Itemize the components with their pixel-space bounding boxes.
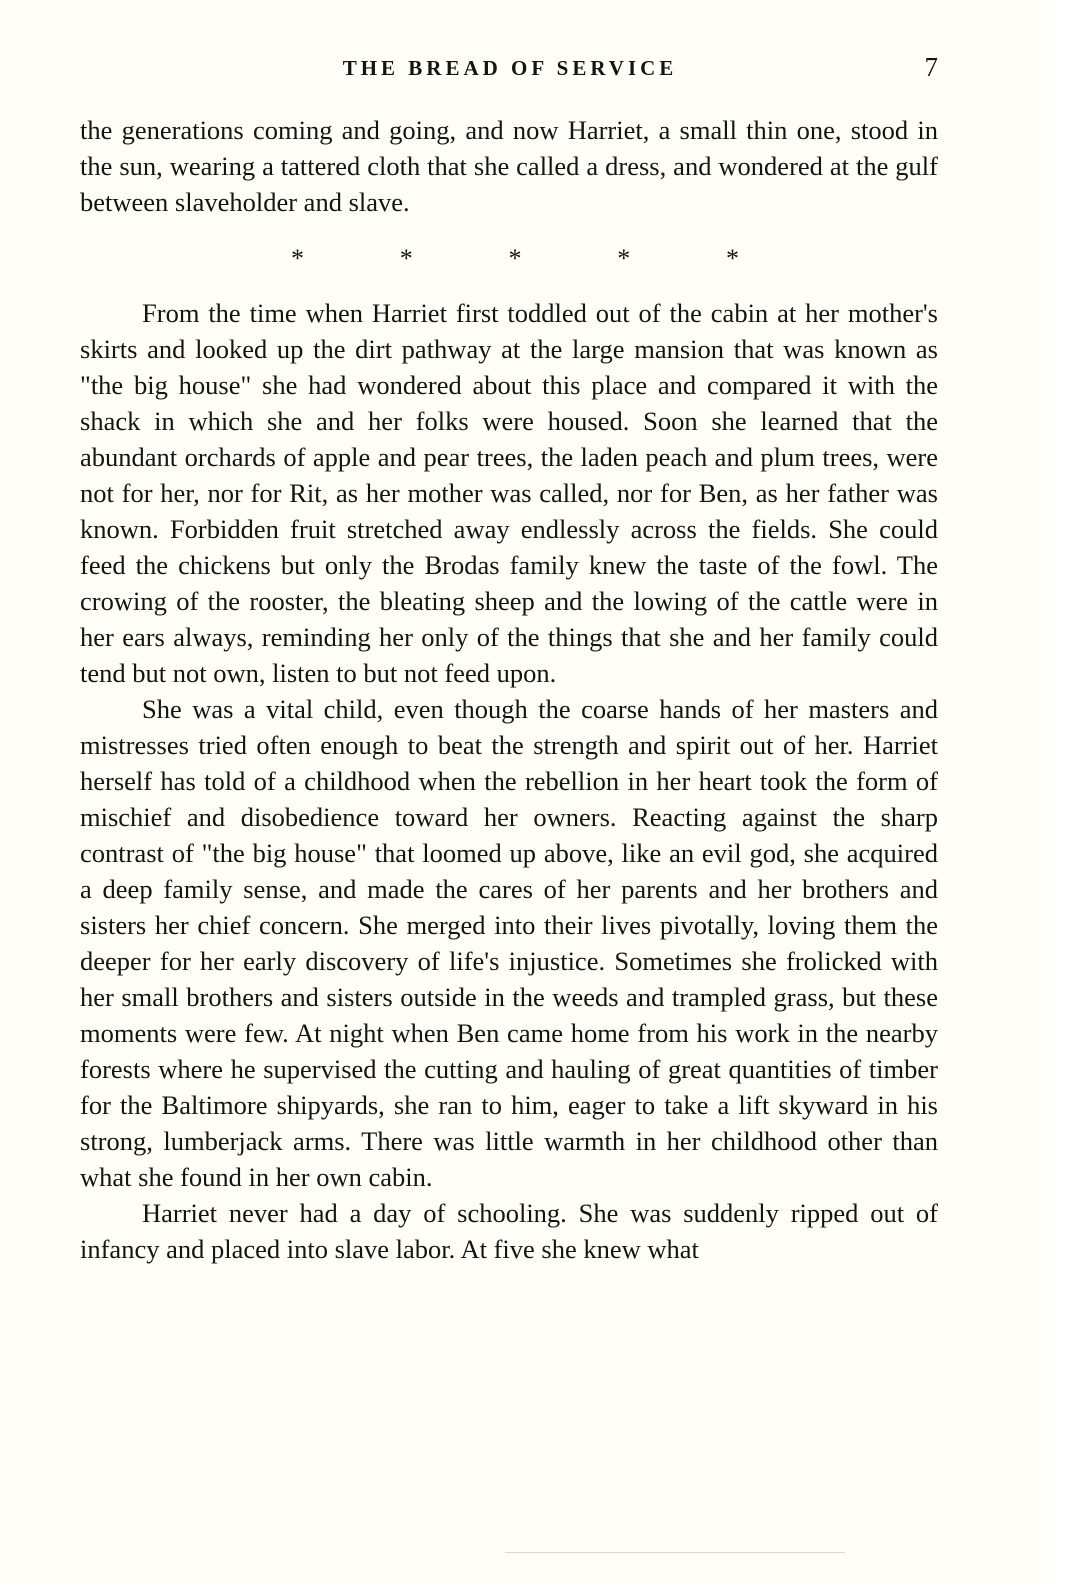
page-edge [1052,0,1074,1583]
scan-edge-line [505,1552,845,1553]
paragraph: From the time when Harriet first toddled out of the cabin at her mother's skirts and looked up the dirt pathway at the large mansion that was known as "the big house" she had wondered about this place and compared it with the shack in which she and her folks were housed. Soon she learned that the abundant orchards of apple and pear trees, the laden peach and plum trees, were not for her, nor for Rit, as her mother was called, nor for Ben, as her father was known. Forbidden fruit stretched away endlessly across the fields. She could feed the chickens but only the Brodas family knew the taste of the fowl. The crowing of the rooster, the bleating sheep and the lowing of the cattle were in her ears always, reminding her only of the things that she and her family could tend but not own, listen to but not feed upon. [80,298,938,688]
asterisk: * [726,244,739,273]
running-head: THE BREAD OF SERVICE [342,56,678,80]
paragraph: She was a vital child, even though the coarse hands of her masters and mistresses tried often enough to beat the strength and spirit out of her. Harriet herself has told of a childhood when the rebellion in her heart took the form of mischief and disobedience toward her owners. Reacting against the sharp contrast of "the big house" that loomed up above, like an evil god, she acquired a deep family sense, and made the cares of her parents and her brothers and sisters her chief concern. She merged into their lives pivotally, loving them the deeper for her early discovery of life's injustice. Sometimes she frolicked with her small brothers and sisters outside in the weeds and trampled grass, but these moments were few. At night when Ben came home from his work in the nearby forests where he supervised the cutting and hauling of great quantities of timber for the Baltimore shipyards, she ran to him, eager to take a lift skyward in his strong, lumberjack arms. There was little warmth in her childhood other than what she found in her own cabin. [80,694,938,1192]
paragraph: Harriet never had a day of schooling. She was suddenly ripped out of infancy and placed into slave labor. At five she knew what [80,1198,938,1264]
body-text [80,112,938,1267]
paragraph-continued: the generations coming and going, and now Harriet, a small thin one, stood in the sun, wearing a tattered cloth that she called a dress, and wondered at the gulf between slaveholder and slave. [80,115,938,217]
asterisk: * [291,244,304,273]
asterisk: * [399,244,413,273]
section-separator [279,241,739,277]
asterisk: * [617,244,631,273]
page-number: 7 [924,52,938,82]
asterisk: * [508,244,522,273]
page-header [80,52,940,86]
